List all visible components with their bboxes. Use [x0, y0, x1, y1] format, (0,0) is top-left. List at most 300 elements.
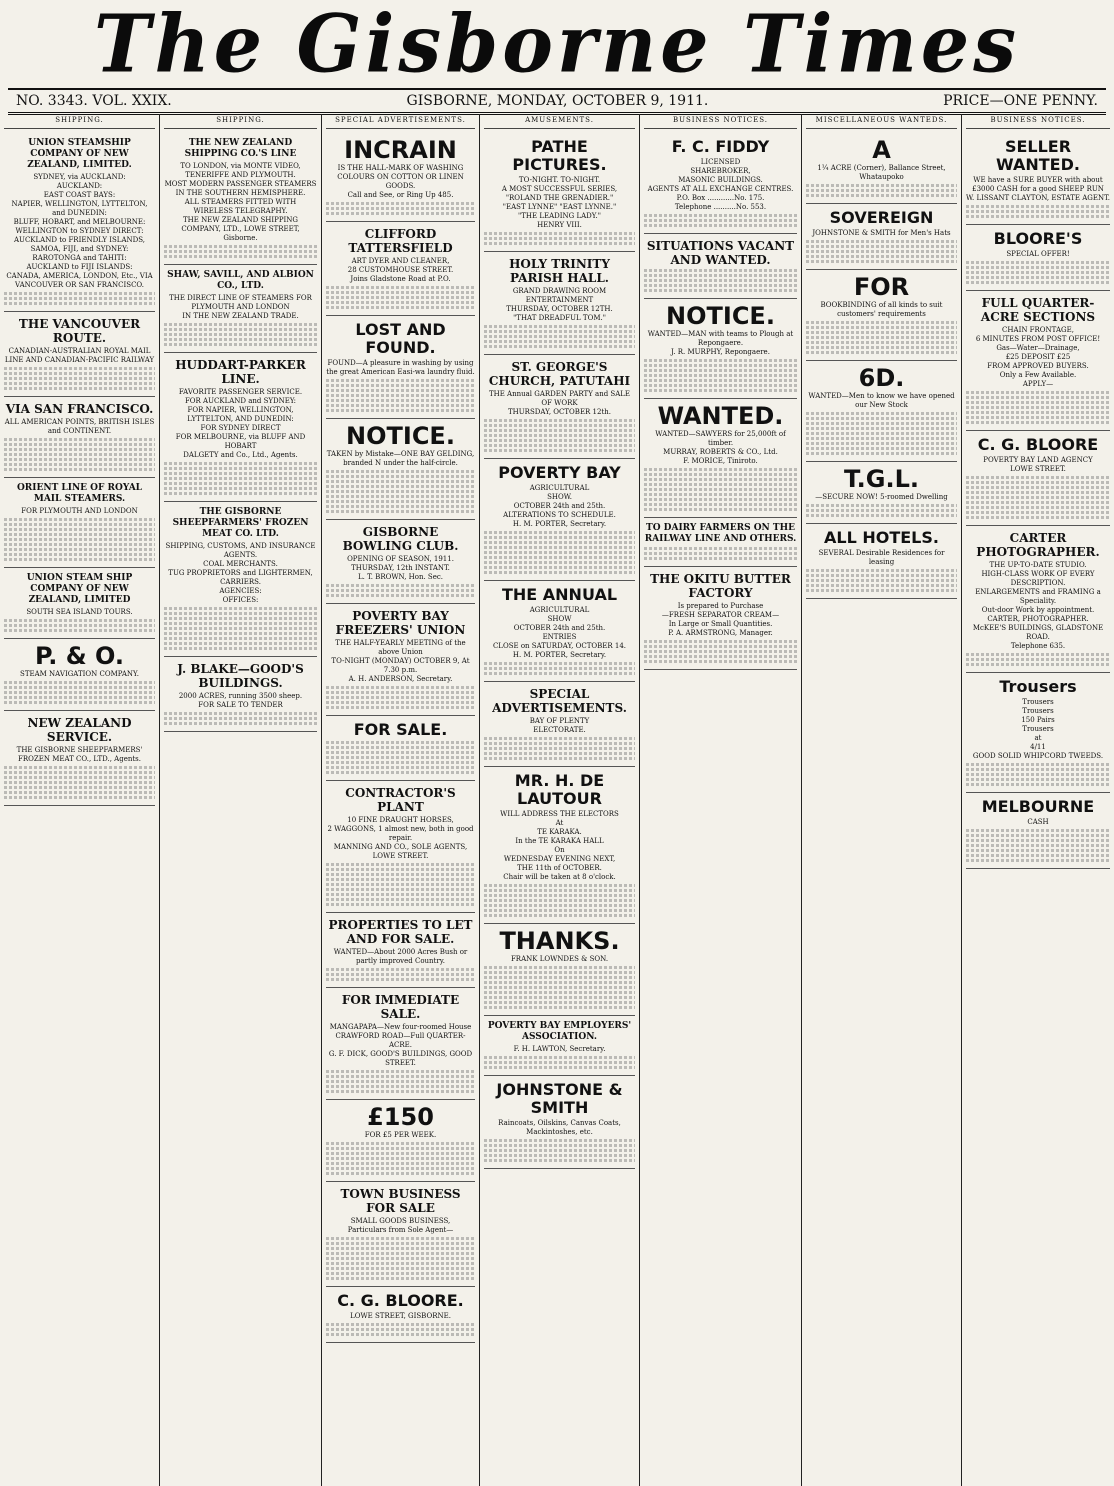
small-print-texture [644, 364, 797, 367]
dateline [8, 88, 1106, 115]
advertisement-line: Trousers [1022, 725, 1054, 733]
small-print-texture [966, 215, 1110, 218]
small-print-texture [806, 579, 957, 582]
small-print-texture [966, 486, 1110, 489]
advertisement-block [644, 567, 797, 670]
advertisement-line: OCTOBER 24th and 25th. [513, 502, 606, 510]
advertisement-line: L. T. BROWN, Hon. Sec. [357, 573, 444, 581]
advertisement-title: UNION STEAM SHIP COMPANY OF NEW ZEALAND, LIMITED [26, 573, 133, 605]
advertisement-block [806, 270, 957, 361]
small-print-texture [4, 766, 155, 769]
small-print-texture [806, 422, 957, 425]
advertisement-title: PROPERTIES TO LET AND FOR SALE. [328, 918, 473, 946]
small-print-texture [4, 786, 155, 789]
advertisement-title: THE OKITU BUTTER FACTORY [650, 572, 791, 600]
price: PRICE—ONE PENNY. [943, 93, 1098, 109]
columns [0, 114, 1114, 1486]
small-print-texture [326, 741, 475, 744]
advertisement-line: 10 FINE DRAUGHT HORSES, [347, 816, 454, 824]
advertisement-line: WE have a SURE BUYER with about £3000 CASH for a good SHEEP RUN [972, 176, 1104, 193]
small-print-texture [4, 771, 155, 774]
small-print-texture [806, 184, 957, 187]
advertisement-line: WANTED—About 2000 Acres Bush or partly improved Country. [333, 948, 468, 965]
small-print-texture [326, 873, 475, 876]
advertisement-title: ST. GEORGE'S CHURCH, PATUTAHI [488, 360, 631, 388]
column-2 [160, 114, 322, 1486]
small-print-texture [484, 566, 635, 569]
small-print-texture [644, 503, 797, 506]
advertisement-line: IS THE HALL-MARK OF WASHING COLOURS ON COTTON OR LINEN GOODS. [337, 164, 464, 190]
small-print-texture [806, 260, 957, 263]
advertisement-line: LOWE STREET, GISBORNE. [350, 1312, 451, 1320]
advertisement-line: Out-door Work by appointment. [981, 606, 1095, 614]
small-print-texture [326, 485, 475, 488]
advertisement-title: 6D. [858, 364, 905, 392]
small-print-texture [484, 981, 635, 984]
advertisement-line: HENRY VIII. [537, 221, 582, 229]
advertisement-line: Only a Few Available. [999, 371, 1077, 379]
advertisement-line: ART DYER AND CLEANER, [351, 257, 450, 265]
small-print-texture [326, 510, 475, 513]
advertisement-block [4, 478, 155, 568]
small-print-texture [966, 506, 1110, 509]
small-print-texture [4, 686, 155, 689]
small-print-texture [484, 232, 635, 235]
advertisement-title: CONTRACTOR'S PLANT [345, 786, 456, 814]
advertisement-title: JOHNSTONE & SMITH [496, 1080, 623, 1117]
small-print-texture [326, 212, 475, 215]
small-print-texture [966, 205, 1110, 208]
small-print-texture [806, 589, 957, 592]
advertisement-block [966, 133, 1110, 225]
small-print-texture [806, 447, 957, 450]
advertisement-title: SHAW, SAVILL, AND ALBION CO., LTD. [167, 270, 314, 291]
advertisement-line: J. R. MURPHY, Repongaere. [671, 348, 770, 356]
advertisement-block [4, 312, 155, 397]
small-print-texture [644, 214, 797, 217]
place-date: GISBORNE, MONDAY, OCTOBER 9, 1911. [406, 93, 709, 109]
small-print-texture [484, 1056, 635, 1059]
advertisement-line: JOHNSTONE & SMITH for Men's Hats [812, 229, 951, 237]
small-print-texture [644, 384, 797, 387]
advertisement-block [4, 568, 155, 639]
small-print-texture [326, 306, 475, 309]
small-print-texture [164, 487, 317, 490]
small-print-texture [164, 323, 317, 326]
small-print-texture [164, 328, 317, 331]
small-print-texture [326, 296, 475, 299]
small-print-texture [326, 686, 475, 689]
advertisement-line: OCTOBER 24th and 25th. [513, 624, 606, 632]
small-print-texture [484, 429, 635, 432]
small-print-texture [966, 210, 1110, 213]
small-print-texture [966, 844, 1110, 847]
advertisement-line: SHOW [547, 615, 572, 623]
small-print-texture [484, 551, 635, 554]
advertisement-title: VIA SAN FRANCISCO. [5, 402, 154, 416]
small-print-texture [484, 340, 635, 343]
small-print-texture [644, 557, 797, 560]
small-print-texture [484, 335, 635, 338]
small-print-texture [326, 1075, 475, 1078]
small-print-texture [4, 691, 155, 694]
small-print-texture [164, 338, 317, 341]
advertisement-line: H. M. PORTER, Secretary. [512, 651, 607, 659]
small-print-texture [326, 1333, 475, 1336]
small-print-texture [644, 219, 797, 222]
advertisement-block [484, 1076, 635, 1169]
advertisement-line: WILL ADDRESS THE ELECTORS [500, 810, 619, 818]
small-print-texture [484, 1149, 635, 1152]
small-print-texture [164, 722, 317, 725]
small-print-texture [484, 531, 635, 534]
advertisement-line: FOR £5 PER WEEK. [364, 1131, 437, 1139]
small-print-texture [326, 1167, 475, 1170]
advertisement-line: THE HALF-YEARLY MEETING of the above Union [335, 639, 466, 656]
small-print-texture [484, 976, 635, 979]
column-heading: MISCELLANEOUS WANTEDS. [806, 114, 957, 129]
small-print-texture [326, 868, 475, 871]
advertisement-line: RAROTONGA and TAHITI: [32, 254, 127, 262]
advertisement-block [4, 711, 155, 806]
advertisement-block [966, 793, 1110, 869]
small-print-texture [164, 492, 317, 495]
advertisement-line: Telephone ..........No. 553. [674, 203, 767, 211]
small-print-texture [4, 553, 155, 556]
small-print-texture [484, 991, 635, 994]
advertisement-line: FOR MELBOURNE, via BLUFF AND HOBART [175, 433, 306, 450]
advertisement-title: TO DAIRY FARMERS ON THE RAILWAY LINE AND OTHERS. [644, 523, 797, 544]
small-print-texture [484, 434, 635, 437]
advertisement-line: WANTED—MAN with teams to Plough at Repongaere. [647, 330, 794, 347]
small-print-texture [644, 389, 797, 392]
column-heading: BUSINESS NOTICES. [966, 114, 1110, 129]
advertisement-line: COAL MERCHANTS. [203, 560, 278, 568]
small-print-texture [966, 854, 1110, 857]
advertisement-title: CARTER PHOTOGRAPHER. [976, 531, 1100, 559]
small-print-texture [326, 1085, 475, 1088]
advertisement-title: Trousers [999, 677, 1077, 696]
small-print-texture [164, 627, 317, 630]
advertisement-title: THE GISBORNE SHEEPFARMERS' FROZEN MEAT CO. LTD. [172, 507, 309, 539]
advertisement-line: STEAM NAVIGATION COMPANY. [20, 670, 139, 678]
small-print-texture [326, 1262, 475, 1265]
small-print-texture [164, 607, 317, 610]
small-print-texture [644, 552, 797, 555]
advertisement-block [326, 133, 475, 222]
small-print-texture [326, 898, 475, 901]
advertisement-line: THE GISBORNE SHEEPFARMERS' FROZEN MEAT CO., LTD., Agents. [16, 746, 143, 763]
small-print-texture [644, 369, 797, 372]
advertisement-title: TOWN BUSINESS FOR SALE [340, 1187, 461, 1215]
advertisement-line: FOUND—A pleasure in washing by using the great American Easi-wa laundry fluid. [326, 359, 475, 376]
small-print-texture [966, 663, 1110, 666]
small-print-texture [326, 863, 475, 866]
advertisement-block [4, 397, 155, 478]
small-print-texture [164, 712, 317, 715]
small-print-texture [806, 574, 957, 577]
small-print-texture [4, 387, 155, 390]
small-print-texture [4, 468, 155, 471]
advertisement-line: McKEE'S BUILDINGS, GLADSTONE ROAD. [972, 624, 1104, 641]
small-print-texture [4, 681, 155, 684]
small-print-texture [326, 1172, 475, 1175]
small-print-texture [966, 829, 1110, 832]
small-print-texture [4, 624, 155, 627]
small-print-texture [4, 791, 155, 794]
small-print-texture [164, 637, 317, 640]
small-print-texture [326, 751, 475, 754]
small-print-texture [4, 463, 155, 466]
advertisement-block [326, 419, 475, 520]
small-print-texture [966, 406, 1110, 409]
advertisement-line: SHOW. [547, 493, 572, 501]
small-print-texture [806, 437, 957, 440]
small-print-texture [806, 514, 957, 517]
small-print-texture [484, 884, 635, 887]
small-print-texture [644, 660, 797, 663]
advertisement-title: POVERTY BAY EMPLOYERS' ASSOCIATION. [487, 1021, 632, 1042]
small-print-texture [806, 351, 957, 354]
small-print-texture [484, 561, 635, 564]
advertisement-title: MR. H. DE LAUTOUR [514, 771, 605, 808]
small-print-texture [326, 1147, 475, 1150]
small-print-texture [966, 491, 1110, 494]
advertisement-block [326, 520, 475, 604]
small-print-texture [806, 331, 957, 334]
advertisement-line: In the TE KARAKA HALL [515, 837, 604, 845]
small-print-texture [164, 472, 317, 475]
advertisement-line: FOR SALE TO TENDER [198, 701, 283, 709]
small-print-texture [326, 389, 475, 392]
advertisement-title: FOR SALE. [353, 720, 448, 739]
small-print-texture [644, 284, 797, 287]
advertisement-title: THE VANCOUVER ROUTE. [18, 317, 141, 345]
advertisement-title: POVERTY BAY [498, 463, 621, 482]
small-print-texture [484, 444, 635, 447]
advertisement-block [966, 431, 1110, 526]
small-print-texture [484, 672, 635, 675]
small-print-texture [966, 778, 1110, 781]
advertisement-line: 1¼ ACRE (Corner), Ballance Street, Whataupoko [817, 164, 946, 181]
advertisement-block [966, 673, 1110, 793]
advertisement-line: Trousers [1022, 707, 1054, 715]
small-print-texture [644, 650, 797, 653]
advertisement-line: AUCKLAND to FRIENDLY ISLANDS, SAMOA, FIJI, and SYDNEY: [13, 236, 146, 253]
advertisement-block [326, 913, 475, 988]
advertisement-title: C. G. BLOORE. [337, 1291, 464, 1310]
advertisement-line: FROM APPROVED BUYERS. [987, 362, 1089, 370]
advertisement-block [644, 518, 797, 567]
small-print-texture [966, 496, 1110, 499]
advertisement-line: SYDNEY, via AUCKLAND: [33, 173, 126, 181]
small-print-texture [326, 1267, 475, 1270]
advertisement-line: OPENING OF SEASON, 1911. [347, 555, 454, 563]
advertisement-line: 28 CUSTOMHOUSE STREET. [347, 266, 454, 274]
advertisement-title: GISBORNE BOWLING CLUB. [342, 525, 459, 553]
small-print-texture [484, 904, 635, 907]
advertisement-line: CANADIAN-AUSTRALIAN ROYAL MAIL LINE AND CANADIAN-PACIFIC RAILWAY [4, 347, 155, 364]
small-print-texture [164, 717, 317, 720]
small-print-texture [4, 438, 155, 441]
small-print-texture [966, 773, 1110, 776]
advertisement-title: MELBOURNE [981, 797, 1095, 816]
small-print-texture [484, 242, 635, 245]
small-print-texture [806, 326, 957, 329]
small-print-texture [806, 240, 957, 243]
advertisement-line: Call and See, or Ring Up 485. [347, 191, 454, 199]
small-print-texture [806, 245, 957, 248]
small-print-texture [4, 302, 155, 305]
small-print-texture [4, 443, 155, 446]
advertisement-line: Joins Gladstone Road at P.O. [350, 275, 451, 283]
small-print-texture [326, 756, 475, 759]
advertisement-line: THE NEW ZEALAND SHIPPING COMPANY, LTD., LOWE STREET, Gisborne. [181, 216, 300, 242]
small-print-texture [484, 667, 635, 670]
advertisement-block [966, 526, 1110, 673]
advertisement-line: CLOSE on SATURDAY, OCTOBER 14. [492, 642, 627, 650]
small-print-texture [4, 523, 155, 526]
small-print-texture [966, 391, 1110, 394]
advertisement-line: F. MORICE, Tiniroto. [683, 457, 758, 465]
small-print-texture [806, 194, 957, 197]
small-print-texture [326, 286, 475, 289]
advertisement-line: ENTRIES [542, 633, 577, 641]
small-print-texture [326, 1257, 475, 1260]
small-print-texture [326, 1237, 475, 1240]
advertisement-line: WEDNESDAY EVENING NEXT, [503, 855, 616, 863]
small-print-texture [326, 1070, 475, 1073]
advertisement-line: MANNING AND CO., SOLE AGENTS, LOWE STREET. [333, 843, 468, 860]
advertisement-block [966, 225, 1110, 291]
advertisement-line: DALGETY and Co., Ltd., Agents. [183, 451, 298, 459]
small-print-texture [326, 301, 475, 304]
advertisement-line: Telephone 635. [1010, 642, 1066, 650]
advertisement-line: "THAT DREADFUL TOM." [513, 314, 606, 322]
advertisement-title: SELLER WANTED. [996, 137, 1080, 174]
advertisement-line: APPLY— [1022, 380, 1054, 388]
small-print-texture [326, 394, 475, 397]
small-print-texture [484, 752, 635, 755]
small-print-texture [326, 978, 475, 981]
advertisement-block [326, 1100, 475, 1182]
small-print-texture [326, 878, 475, 881]
advertisement-line: TO-NIGHT. TO-NIGHT. [518, 176, 601, 184]
small-print-texture [966, 839, 1110, 842]
advertisement-block [484, 459, 635, 581]
small-print-texture [326, 207, 475, 210]
advertisement-line: Chair will be taken at 8 o'clock. [503, 873, 616, 881]
advertisement-title: LOST AND FOUND. [355, 320, 446, 357]
advertisement-line: Trousers [1022, 698, 1054, 706]
advertisement-line: THE 11th of OCTOBER. [517, 864, 602, 872]
small-print-texture [484, 1154, 635, 1157]
small-print-texture [4, 528, 155, 531]
advertisement-block [164, 353, 317, 502]
advertisement-line: ALL STEAMERS FITTED WITH WIRELESS TELEGRAPHY. [184, 198, 297, 215]
advertisement-line: TO LONDON, via MONTE VIDEO, TENERIFFE AND PLYMOUTH. [180, 162, 301, 179]
advertisement-line: —FRESH SEPARATOR CREAM— [661, 611, 780, 619]
small-print-texture [484, 325, 635, 328]
advertisement-line: WELLINGTON to SYDNEY DIRECT: [15, 227, 144, 235]
advertisement-line: MANGAPAPA—New four-roomed House [329, 1023, 472, 1031]
small-print-texture [4, 538, 155, 541]
advertisement-line: CARRIERS. [220, 578, 261, 586]
advertisement-line: 4/11 [1030, 743, 1046, 751]
small-print-texture [644, 224, 797, 227]
advertisement-line: AGRICULTURAL [529, 484, 590, 492]
advertisement-line: SHIPPING, CUSTOMS, AND INSURANCE AGENTS. [165, 542, 316, 559]
advertisement-block [326, 1182, 475, 1287]
advertisement-line: MOST MODERN PASSENGER STEAMERS IN THE SOUTHERN HEMISPHERE. [164, 180, 317, 197]
advertisement-line: FOR AUCKLAND and SYDNEY: [184, 397, 297, 405]
advertisement-line: MURRAY, ROBERTS & CO., Ltd. [663, 448, 778, 456]
small-print-texture [4, 696, 155, 699]
small-print-texture [966, 859, 1110, 862]
small-print-texture [806, 509, 957, 512]
small-print-texture [326, 475, 475, 478]
small-print-texture [164, 617, 317, 620]
small-print-texture [806, 432, 957, 435]
small-print-texture [326, 771, 475, 774]
advertisement-line: WANTED—SAWYERS for 25,000ft of timber. [655, 430, 786, 447]
small-print-texture [326, 1157, 475, 1160]
small-print-texture [326, 1323, 475, 1326]
small-print-texture [966, 834, 1110, 837]
small-print-texture [4, 533, 155, 536]
small-print-texture [806, 569, 957, 572]
small-print-texture [4, 619, 155, 622]
advertisement-title: ORIENT LINE OF ROYAL MAIL STEAMERS. [16, 483, 143, 504]
small-print-texture [806, 189, 957, 192]
small-print-texture [326, 1328, 475, 1331]
advertisement-line: THE UP-TO-DATE STUDIO. [989, 561, 1087, 569]
small-print-texture [806, 341, 957, 344]
advertisement-title: POVERTY BAY FREEZERS' UNION [335, 609, 466, 637]
small-print-texture [644, 274, 797, 277]
small-print-texture [966, 416, 1110, 419]
small-print-texture [806, 504, 957, 507]
advertisement-line: CHAIN FRONTAGE, [1002, 326, 1074, 334]
advertisement-line: —SECURE NOW! 5-roomed Dwelling [815, 493, 948, 501]
small-print-texture [326, 1152, 475, 1155]
small-print-texture [966, 658, 1110, 661]
small-print-texture [644, 493, 797, 496]
advertisement-line: THURSDAY, OCTOBER 12TH. [506, 305, 613, 313]
advertisement-block [644, 133, 797, 234]
small-print-texture [484, 546, 635, 549]
column-heading: SHIPPING. [4, 114, 155, 129]
small-print-texture [164, 642, 317, 645]
small-print-texture [326, 1080, 475, 1083]
small-print-texture [4, 796, 155, 799]
small-print-texture [966, 271, 1110, 274]
small-print-texture [966, 783, 1110, 786]
advertisement-line: LICENSED [700, 158, 741, 166]
advertisement-line: LOWE STREET. [1010, 465, 1066, 473]
advertisement-title: BLOORE'S [993, 229, 1083, 248]
advertisement-line: F. H. LAWTON, Secretary. [513, 1045, 606, 1053]
small-print-texture [484, 909, 635, 912]
advertisement-line: CARTER, PHOTOGRAPHER. [987, 615, 1089, 623]
advertisement-block [164, 265, 317, 353]
small-print-texture [644, 645, 797, 648]
advertisement-title: £150 [367, 1103, 434, 1131]
small-print-texture [326, 696, 475, 699]
advertisement-line: BAY OF PLENTY [529, 717, 590, 725]
advertisement-title: WANTED. [657, 402, 784, 430]
advertisement-line: THURSDAY, 12th INSTANT. [351, 564, 450, 572]
